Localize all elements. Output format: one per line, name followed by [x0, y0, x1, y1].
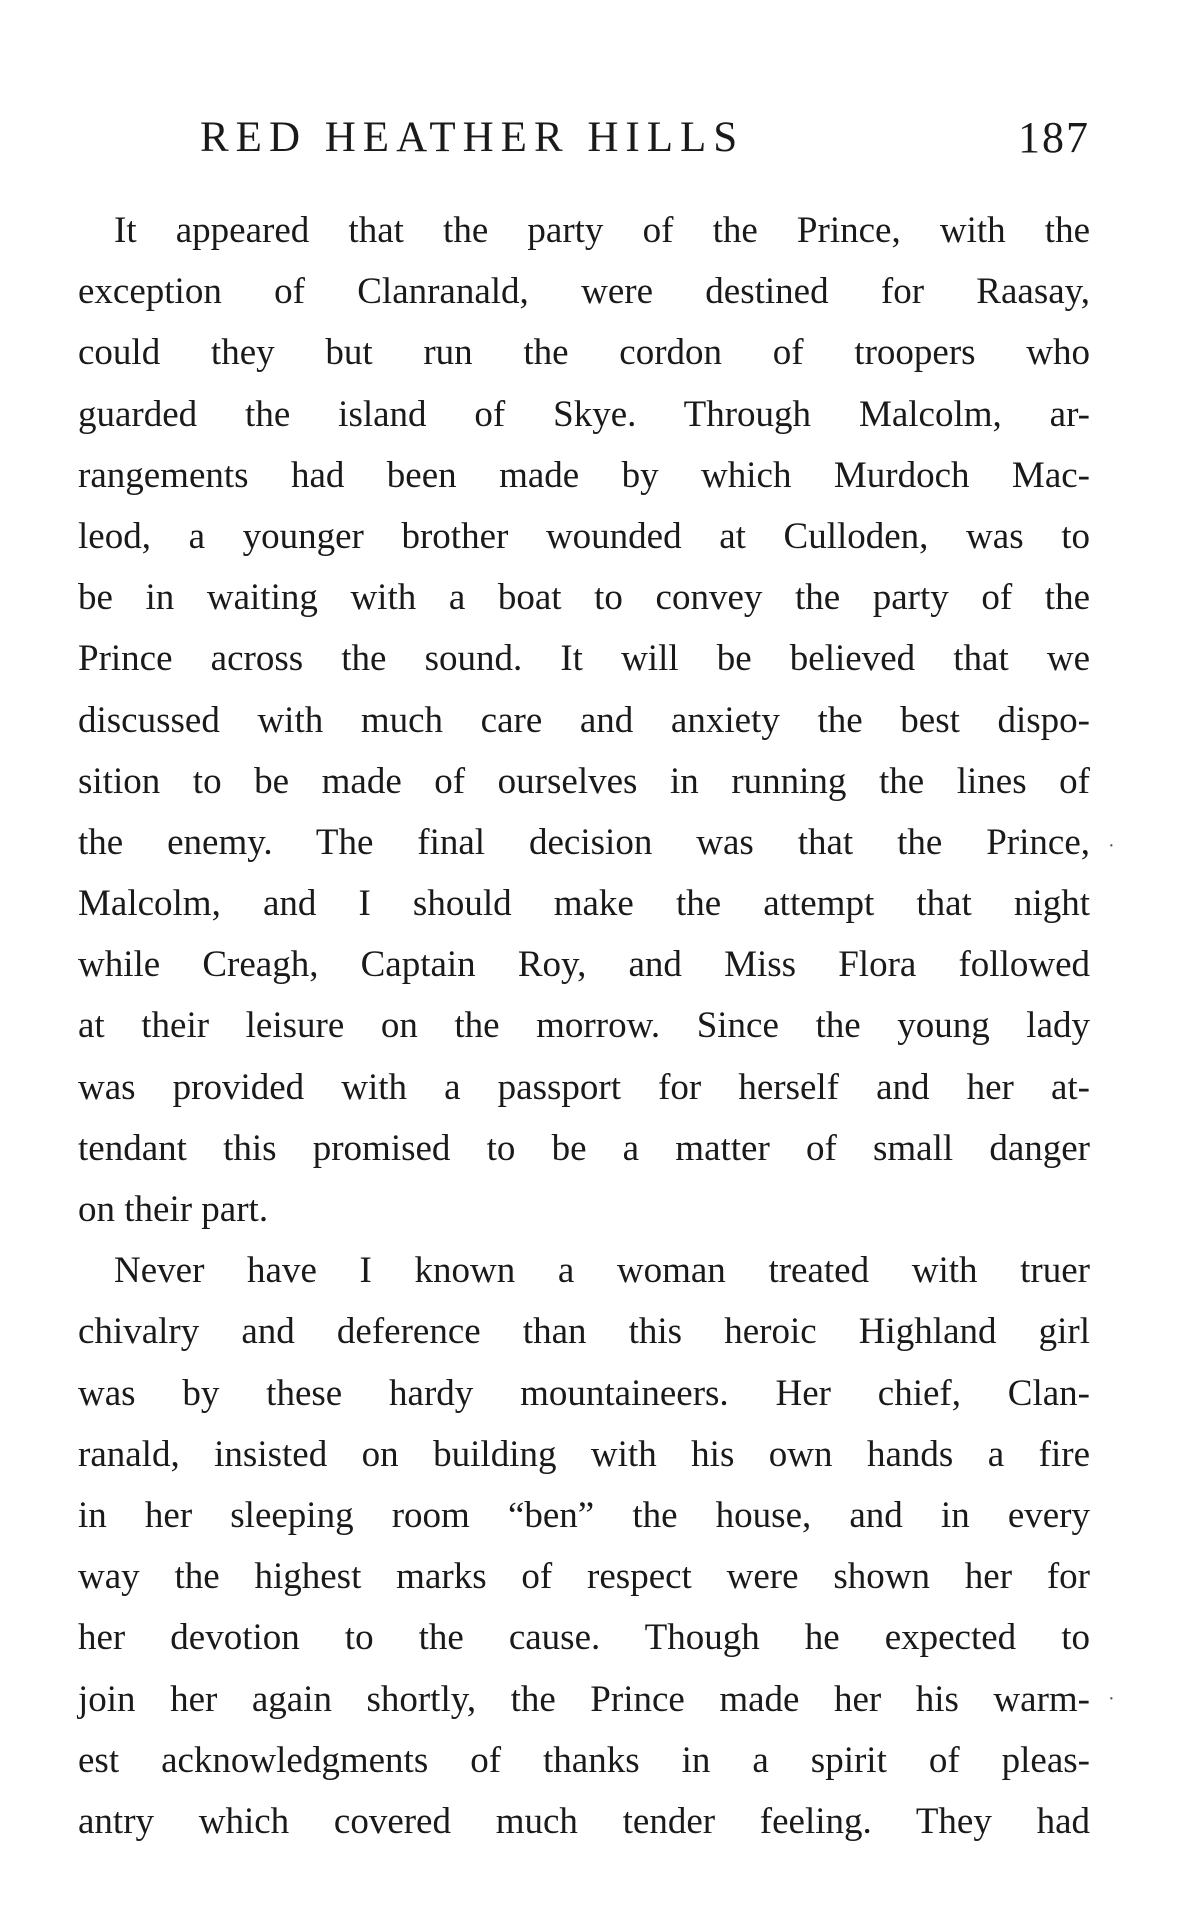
text-line: Never have I known a woman treated with truer [114, 1250, 1090, 1292]
text-line: rangements had been made by which Murdoch Mac- [78, 454, 1090, 496]
text-line: in her sleeping room “ben” the house, and in every [78, 1494, 1090, 1536]
text-line: Prince across the sound. It will be believed that we [78, 638, 1090, 680]
text-line: at their leisure on the morrow. Since the young lady [78, 1005, 1090, 1047]
text-line: way the highest marks of respect were shown her for [78, 1556, 1090, 1598]
body-text [78, 200, 1090, 1852]
text-line: chivalry and deference than this heroic Highland girl [78, 1311, 1090, 1353]
text-line: her devotion to the cause. Though he expected to [78, 1617, 1090, 1659]
running-head [200, 108, 1090, 168]
text-line: antry which covered much tender feeling. They had [78, 1800, 1090, 1842]
text-line: be in waiting with a boat to convey the party of the [78, 577, 1090, 619]
ink-speck: · [1108, 1688, 1115, 1710]
text-line: sition to be made of ourselves in running the lines of [78, 760, 1090, 802]
text-line: ranald, insisted on building with his own hands a fire [78, 1433, 1090, 1475]
text-line: on their part. [78, 1189, 269, 1230]
running-title: RED HEATHER HILLS [200, 114, 745, 161]
text-line: exception of Clanranald, were destined for Raasay, [78, 271, 1090, 313]
page-number: 187 [1018, 113, 1090, 162]
text-line: while Creagh, Captain Roy, and Miss Flora followed [78, 944, 1090, 986]
text-line: tendant this promised to be a matter of small danger [78, 1127, 1090, 1169]
text-line: est acknowledgments of thanks in a spirit of pleas- [78, 1739, 1090, 1781]
text-line: discussed with much care and anxiety the best dispo- [78, 699, 1090, 741]
text-line: join her again shortly, the Prince made her his warm- [78, 1678, 1090, 1720]
text-line: the enemy. The final decision was that the Prince, [78, 821, 1090, 863]
text-line: guarded the island of Skye. Through Malcolm, ar- [78, 393, 1090, 435]
text-line: was provided with a passport for herself and her at- [78, 1066, 1090, 1108]
text-line: It appeared that the party of the Prince, with the [114, 210, 1090, 251]
text-line: leod, a younger brother wounded at Culloden, was to [78, 515, 1090, 557]
text-line: was by these hardy mountaineers. Her chief, Clan- [78, 1372, 1090, 1414]
ink-speck: · [1108, 835, 1115, 857]
text-line: Malcolm, and I should make the attempt that night [78, 883, 1090, 925]
text-line: could they but run the cordon of troopers who [78, 332, 1090, 374]
